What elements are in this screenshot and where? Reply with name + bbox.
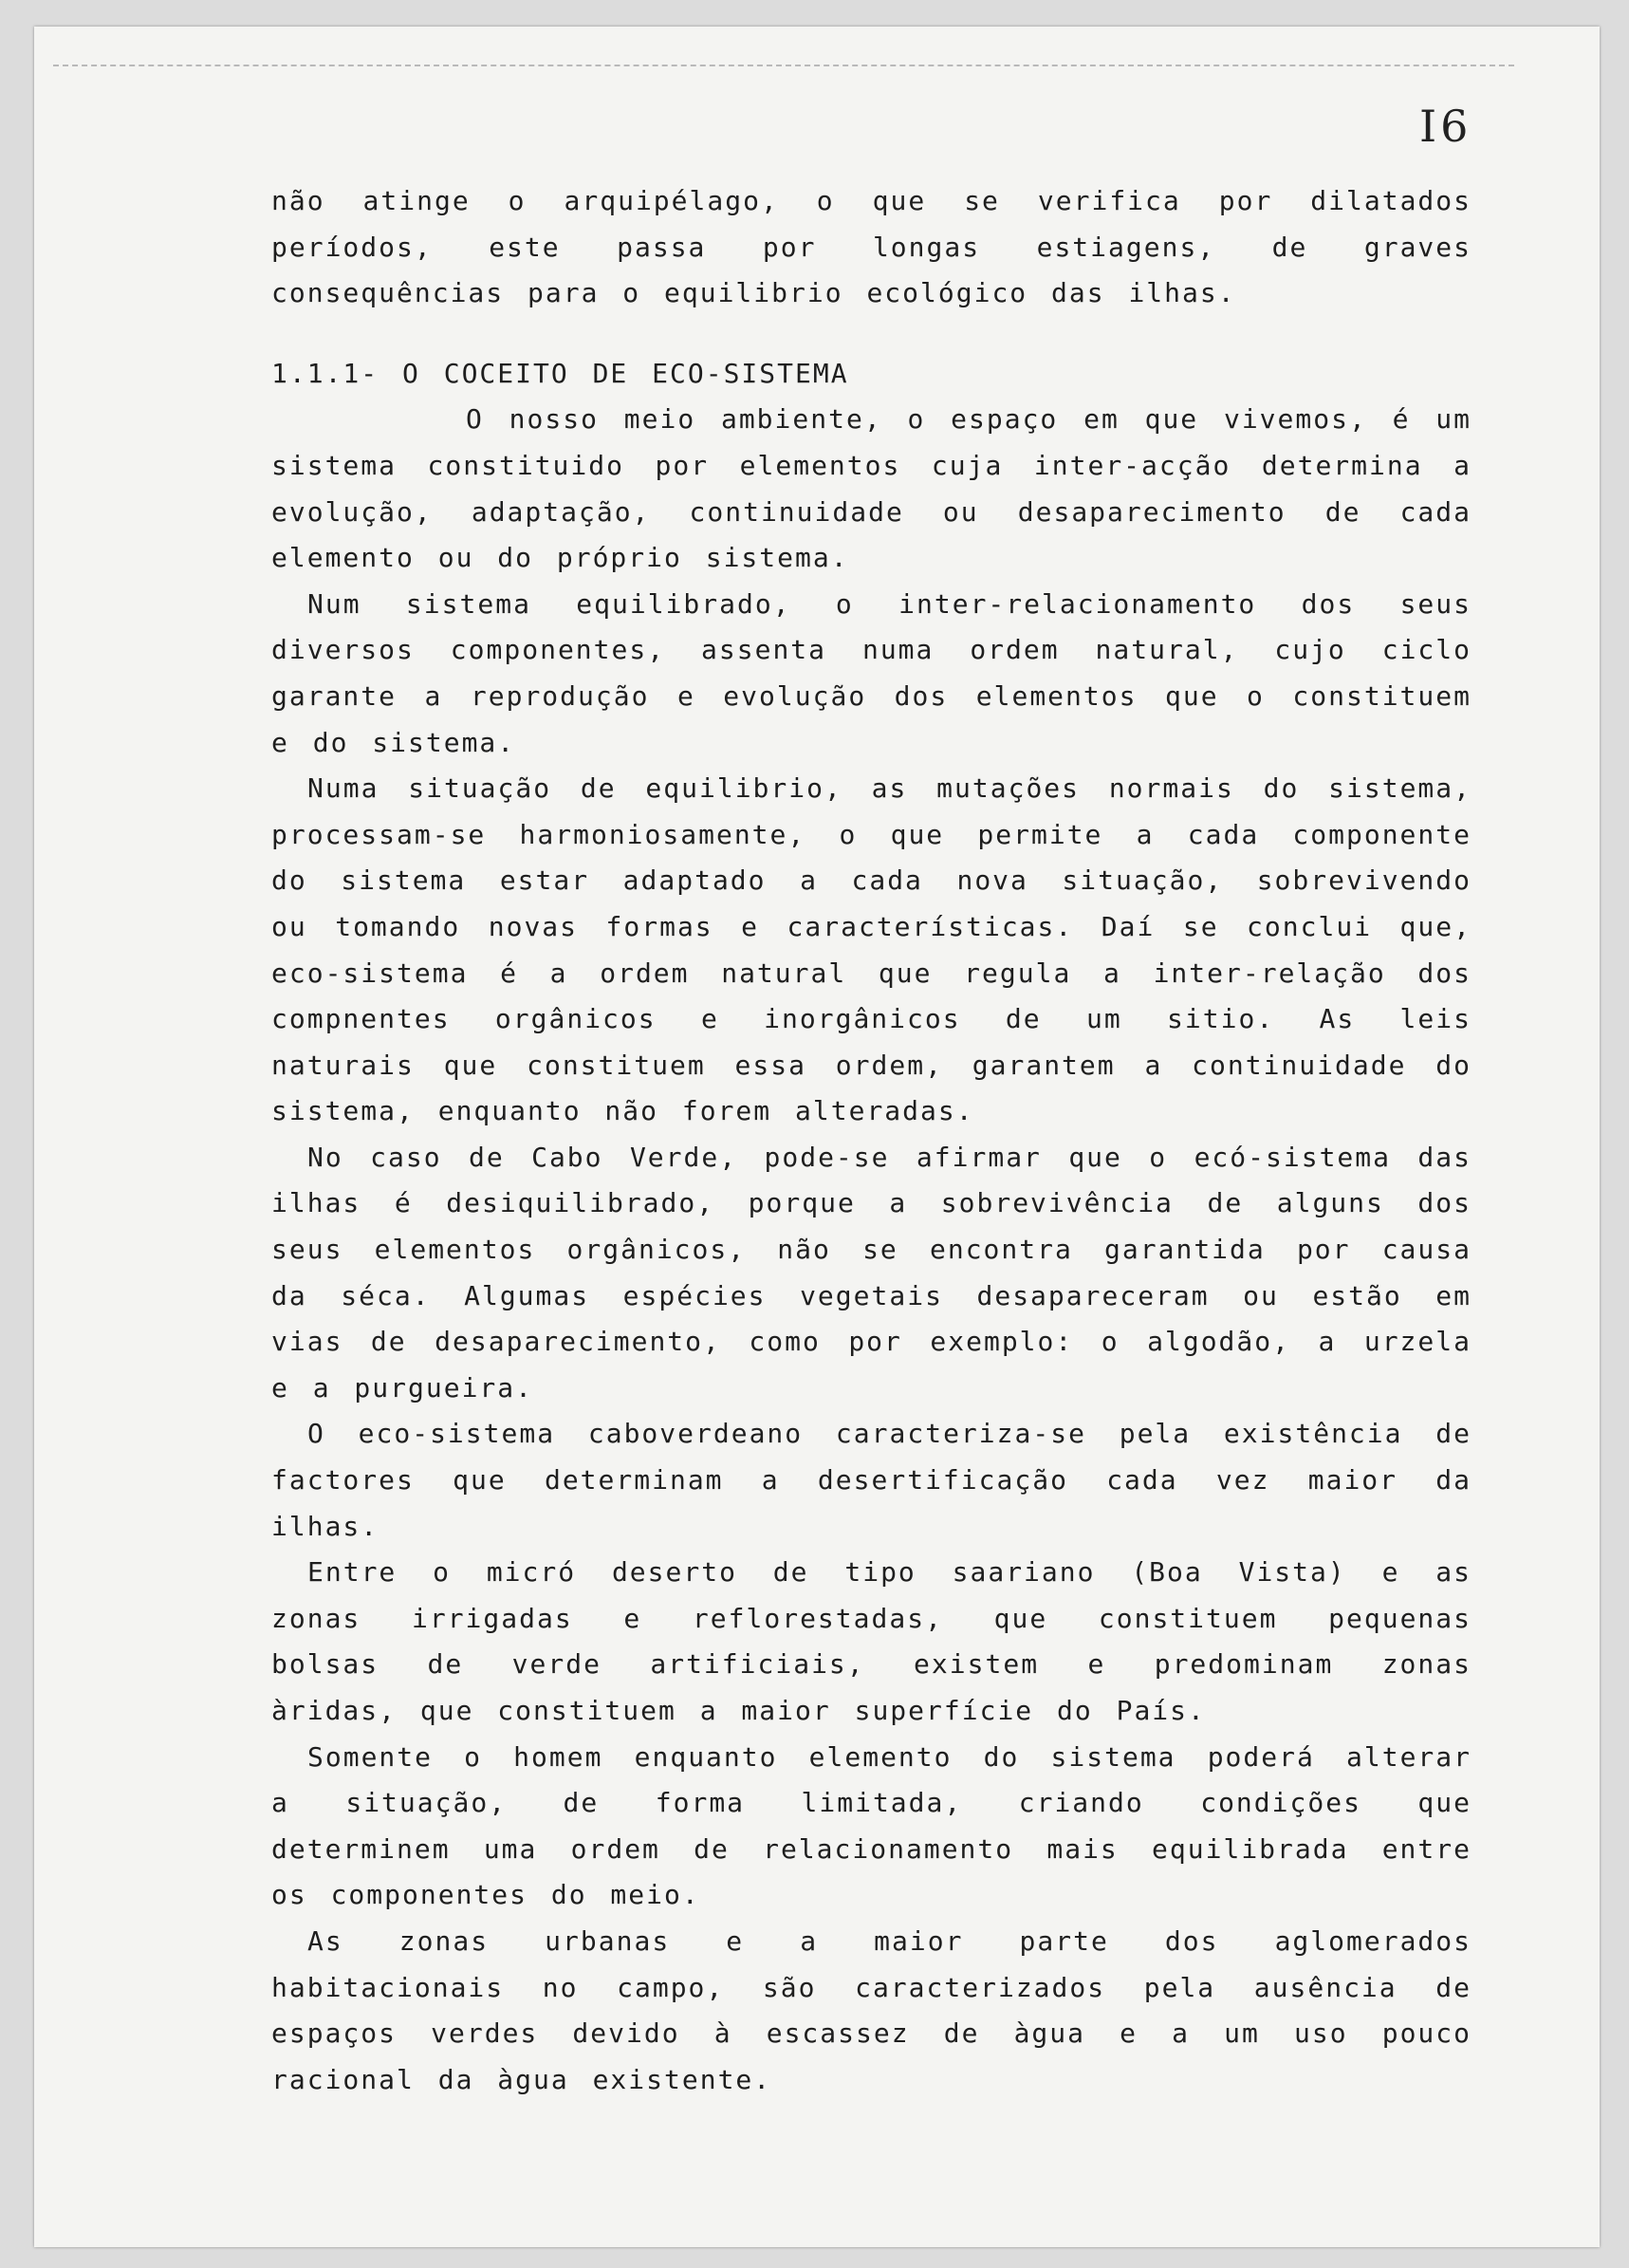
text-line: àridas, que constituem a maior superfície do País.: [271, 1695, 1206, 1726]
text-line: e do sistema.: [271, 726, 516, 758]
text-line: os componentes do meio.: [271, 1879, 700, 1911]
text-line: e a purgueira.: [271, 1371, 534, 1404]
text-line: O eco-sistema caboverdeano caracteriza-se pela existência de: [307, 1418, 1472, 1450]
page-top-rule: [53, 65, 1514, 66]
paragraph-5: [271, 1411, 1472, 1550]
text-line: a situação, de forma limitada, criando condições que: [271, 1787, 1472, 1819]
intro-paragraph: [271, 178, 1472, 317]
text-line: consequências para o equilibrio ecológico das ilhas.: [271, 277, 1236, 309]
text-line: naturais que constituem essa ordem, garantem a continuidade do: [271, 1049, 1472, 1081]
text-line: sistema, enquanto não forem alteradas.: [271, 1095, 974, 1127]
text-line: Somente o homem enquanto elemento do sistema poderá alterar: [307, 1740, 1472, 1773]
text-line: racional da àgua existente.: [271, 2063, 772, 2095]
text-line: No caso de Cabo Verde, pode-se afirmar que o ecó-sistema das: [307, 1141, 1472, 1173]
text-line: ou tomando novas formas e características. Daí se conclui que,: [271, 910, 1472, 942]
text-line: eco-sistema é a ordem natural que regula a inter-relação dos: [271, 957, 1472, 989]
text-line: habitacionais no campo, são caracterizados pela ausência de: [271, 1971, 1472, 2003]
document-page: [34, 27, 1600, 2247]
text-line: do sistema estar adaptado a cada nova situação, sobrevivendo: [271, 864, 1472, 897]
text-line: compnentes orgânicos e inorgânicos de um sitio. As leis: [271, 1003, 1472, 1035]
text-line: factores que determinam a desertificação cada vez maior da: [271, 1464, 1472, 1497]
paragraph-8: [271, 1919, 1472, 2103]
paragraph-1: [271, 397, 1472, 581]
text-line: evolução, adaptação, continuidade ou desaparecimento de cada: [271, 495, 1472, 528]
text-line: seus elementos orgânicos, não se encontra garantida por causa: [271, 1234, 1472, 1266]
text-line: ilhas é desiquilibrado, porque a sobrevivência de alguns dos: [271, 1187, 1472, 1219]
text-line: As zonas urbanas e a maior parte dos aglomerados: [307, 1924, 1472, 1957]
text-line: períodos, este passa por longas estiagens, de graves: [271, 231, 1472, 263]
text-line: Numa situação de equilibrio, as mutações normais do sistema,: [307, 772, 1472, 805]
text-line: Entre o micró deserto de tipo saariano (Boa Vista) e as: [307, 1556, 1472, 1589]
paragraph-7: [271, 1735, 1472, 1919]
text-line: elemento ou do próprio sistema.: [271, 542, 849, 574]
paragraph-6: [271, 1550, 1472, 1734]
text-line: bolsas de verde artificiais, existem e predominam zonas: [271, 1648, 1472, 1681]
text-line: espaços verdes devido à escassez de àgua e a um uso pouco: [271, 2017, 1472, 2050]
text-line: O nosso meio ambiente, o espaço em que vivemos, é um: [466, 403, 1472, 436]
paragraph-2: [271, 582, 1472, 766]
text-line: processam-se harmoniosamente, o que permite a cada componente: [271, 818, 1472, 850]
text-line: diversos componentes, assenta numa ordem natural, cujo ciclo: [271, 634, 1472, 666]
text-line: determinem uma ordem de relacionamento mais equilibrada entre: [271, 1832, 1472, 1865]
page-number: I6: [1419, 101, 1472, 152]
text-line: da séca. Algumas espécies vegetais desapareceram ou estão em: [271, 1279, 1472, 1311]
paragraph-4: [271, 1135, 1472, 1412]
section-heading: 1.1.1- O COCEITO DE ECO-SISTEMA: [271, 357, 849, 389]
text-line: sistema constituido por elementos cuja inter-acção determina a: [271, 449, 1472, 481]
text-line: ilhas.: [271, 1510, 379, 1542]
document-body: [271, 178, 1472, 2103]
text-line: vias de desaparecimento, como por exemplo: o algodão, a urzela: [271, 1326, 1472, 1358]
text-line: Num sistema equilibrado, o inter-relacionamento dos seus: [307, 587, 1472, 620]
text-line: zonas irrigadas e reflorestadas, que constituem pequenas: [271, 1602, 1472, 1634]
text-line: garante a reprodução e evolução dos elementos que o constituem: [271, 679, 1472, 712]
paragraph-3: [271, 766, 1472, 1135]
text-line: não atinge o arquipélago, o que se verifica por dilatados: [271, 185, 1472, 216]
